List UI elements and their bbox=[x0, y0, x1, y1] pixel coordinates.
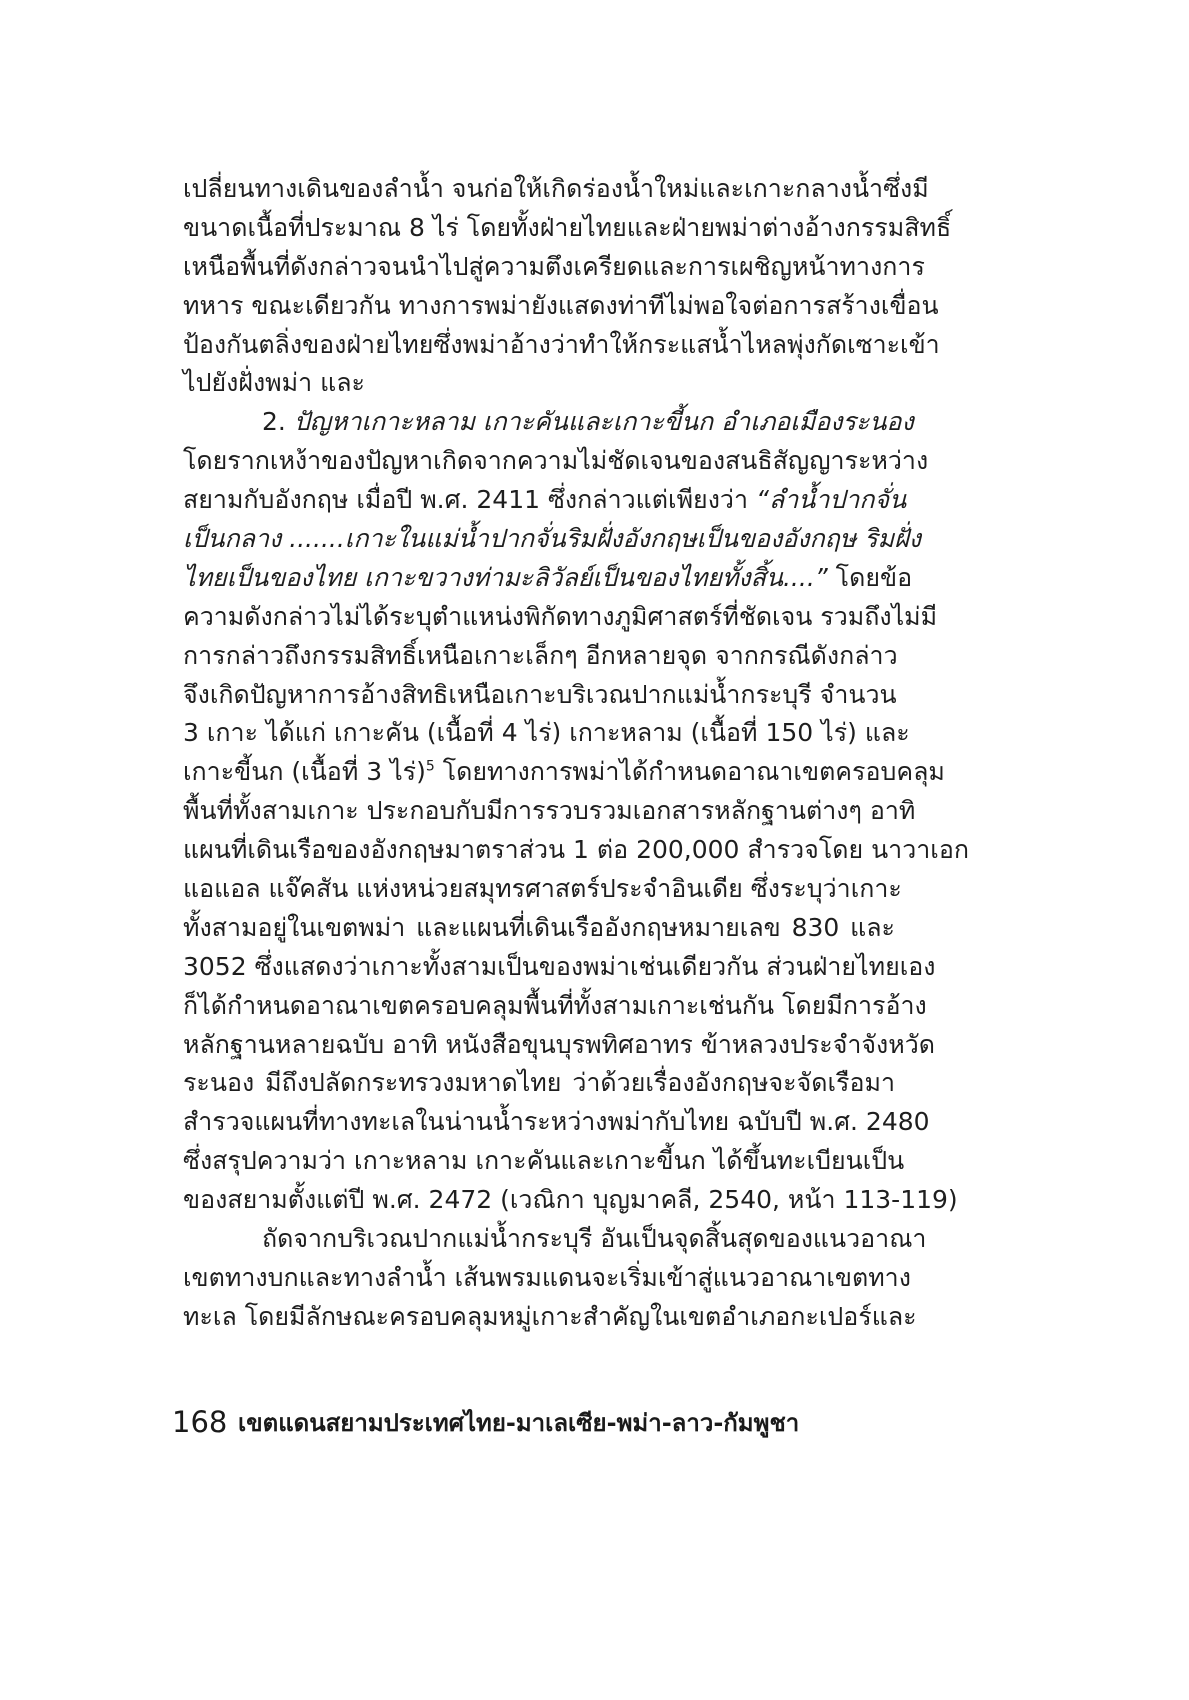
text-segment: ก็ได้กำหนดอาณาเขตครอบคลุมพื้นที่ทั้งสามเกาะเช่นกัน โดยมีการอ้าง bbox=[183, 990, 927, 1020]
text-segment: 3 เกาะ ได้แก่ เกาะคัน (เนื้อที่ 4 ไร่) เกาะหลาม (เนื้อที่ 150 ไร่) และ bbox=[183, 718, 910, 748]
quote-italic-segment: “ลำน้ำปากจั่น bbox=[755, 485, 907, 515]
text-line bbox=[183, 1298, 917, 1337]
text-line bbox=[183, 1220, 927, 1259]
text-segment: หลักฐานหลายฉบับ อาทิ หนังสือขุนบุรพทิศอาทร ข้าหลวงประจำจังหวัด bbox=[183, 1029, 935, 1059]
text-segment: ความดังกล่าวไม่ได้ระบุตำแหน่งพิกัดทางภูมิศาสตร์ที่ชัดเจน รวมถึงไม่มี bbox=[183, 601, 938, 631]
text-line bbox=[183, 870, 902, 909]
text-segment: เปลี่ยนทางเดินของลำน้ำ จนก่อให้เกิดร่องน้ำใหม่และเกาะกลางน้ำซึ่งมี bbox=[183, 174, 929, 203]
text-segment: การกล่าวถึงกรรมสิทธิ์เหนือเกาะเล็กๆ อีกหลายจุด จากกรณีดังกล่าว bbox=[183, 640, 898, 670]
text-line bbox=[183, 714, 910, 753]
text-segment: สำรวจแผนที่ทางทะเลในน่านน้ำระหว่างพม่ากับไทย ฉบับปี พ.ศ. 2480 bbox=[183, 1107, 930, 1137]
text-line bbox=[183, 326, 940, 365]
text-line bbox=[183, 792, 916, 831]
text-line bbox=[183, 1103, 930, 1142]
text-line bbox=[183, 909, 895, 948]
text-segment: ซึ่งสรุปความว่า เกาะหลาม เกาะคันและเกาะขี้นก ได้ขึ้นทะเบียนเป็น bbox=[183, 1146, 905, 1176]
text-segment: แผนที่เดินเรือของอังกฤษมาตราส่วน 1 ต่อ 200,000 สำรวจโดย นาวาเอก bbox=[183, 835, 969, 865]
text-segment: สยามกับอังกฤษ เมื่อปี พ.ศ. 2411 ซึ่งกล่าวแต่เพียงว่า bbox=[183, 485, 756, 515]
text-segment: ไปยังฝั่งพม่า และ bbox=[183, 368, 365, 398]
text-segment: แอแอล แจ๊คสัน แห่งหน่วยสมุทรศาสตร์ประจำอินเดีย ซึ่งระบุว่าเกาะ bbox=[183, 874, 902, 904]
citation-line bbox=[183, 1181, 958, 1220]
text-segment: จึงเกิดปัญหาการอ้างสิทธิเหนือเกาะบริเวณปากแม่น้ำกระบุรี จำนวน bbox=[183, 679, 897, 709]
text-segment: ระนอง มีถึงปลัดกระทรวงมหาดไทย ว่าด้วยเรื่องอังกฤษจะจัดเรือมา bbox=[183, 1068, 895, 1098]
text-line bbox=[183, 1142, 905, 1181]
text-line bbox=[183, 598, 938, 637]
page-number: 168 bbox=[172, 1405, 228, 1439]
text-line bbox=[183, 481, 907, 520]
page-footer bbox=[172, 1400, 799, 1444]
text-segment: ป้องกันตลิ่งของฝ่ายไทยซึ่งพม่าอ้างว่าทำให้กระแสน้ำไหลพุ่งกัดเซาะเข้า bbox=[183, 329, 940, 359]
text-segment: ขนาดเนื้อที่ประมาณ 8 ไร่ โดยทั้งฝ่ายไทยและฝ่ายพม่าต่างอ้างกรรมสิทธิ์ bbox=[183, 212, 952, 242]
text-segment: ทะเล โดยมีลักษณะครอบคลุมหมู่เกาะสำคัญในเขตอำเภอกะเปอร์และ bbox=[183, 1301, 917, 1331]
running-title: เขตแดนสยามประเทศไทย-มาเลเซีย-พม่า-ลาว-กัมพูชา bbox=[238, 1408, 800, 1437]
quote-italic-segment: ไทยเป็นของไทย เกาะขวางท่ามะลิวัลย์เป็นของไทยทั้งสิ้น....” bbox=[183, 562, 828, 592]
text-line bbox=[183, 209, 952, 248]
text-segment: โดยรากเหง้าของปัญหาเกิดจากความไม่ชัดเจนของสนธิสัญญาระหว่าง bbox=[183, 446, 929, 476]
text-line bbox=[183, 559, 913, 598]
text-line bbox=[183, 287, 939, 326]
text-line bbox=[183, 520, 921, 559]
text-segment: ของสยามตั้งแต่ปี พ.ศ. 2472 (เวณิกา บุญมาคลี, 2540, หน้า 113-119) bbox=[183, 1185, 958, 1215]
text-line bbox=[183, 637, 898, 676]
text-segment: เขตทางบกและทางลำน้ำ เส้นพรมแดนจะเริ่มเข้าสู่แนวอาณาเขตทาง bbox=[183, 1262, 911, 1292]
body-text bbox=[183, 170, 969, 1337]
text-line bbox=[183, 753, 945, 792]
footnote-reference: 5 bbox=[425, 759, 435, 776]
text-line bbox=[183, 170, 929, 209]
text-segment: ทั้งสามอยู่ในเขตพม่า และแผนที่เดินเรืออังกฤษหมายเลข 830 และ bbox=[183, 912, 895, 942]
text-segment: ถัดจากบริเวณปากแม่น้ำกระบุรี อันเป็นจุดสิ้นสุดของแนวอาณา bbox=[262, 1224, 927, 1254]
text-segment: เหนือพื้นที่ดังกล่าวจนนำไปสู่ความตึงเครียดและการเผชิญหน้าทางการ bbox=[183, 251, 925, 281]
text-segment: 3052 ซึ่งแสดงว่าเกาะทั้งสามเป็นของพม่าเช่นเดียวกัน ส่วนฝ่ายไทยเอง bbox=[183, 951, 936, 981]
text-segment: โดยข้อ bbox=[827, 562, 913, 592]
text-line bbox=[183, 987, 927, 1026]
text-line bbox=[183, 1064, 895, 1103]
text-line bbox=[183, 442, 929, 481]
quote-italic-segment: เป็นกลาง .......เกาะในแม่น้ำปากจั่นริมฝั่งอังกฤษเป็นของอังกฤษ ริมฝั่ง bbox=[183, 524, 921, 554]
text-segment: พื้นที่ทั้งสามเกาะ ประกอบกับมีการรวบรวมเอกสารหลักฐานต่างๆ อาทิ bbox=[183, 796, 916, 826]
text-line bbox=[183, 364, 895, 403]
section-number: 2. bbox=[262, 407, 294, 437]
text-segment: เกาะขี้นก (เนื้อที่ 3 ไร่) bbox=[183, 757, 426, 787]
text-segment: โดยทางการพม่าได้กำหนดอาณาเขตครอบคลุม bbox=[434, 757, 945, 787]
text-line bbox=[183, 831, 969, 870]
section-heading-line bbox=[183, 403, 914, 442]
text-segment: ทหาร ขณะเดียวกัน ทางการพม่ายังแสดงท่าทีไม่พอใจต่อการสร้างเขื่อน bbox=[183, 290, 939, 320]
text-line bbox=[183, 1026, 935, 1065]
text-line bbox=[183, 948, 936, 987]
section-title-italic: ปัญหาเกาะหลาม เกาะคันและเกาะขี้นก อำเภอเมืองระนอง bbox=[293, 407, 914, 437]
text-line bbox=[183, 676, 895, 715]
text-line bbox=[183, 1259, 911, 1298]
text-line bbox=[183, 248, 925, 287]
